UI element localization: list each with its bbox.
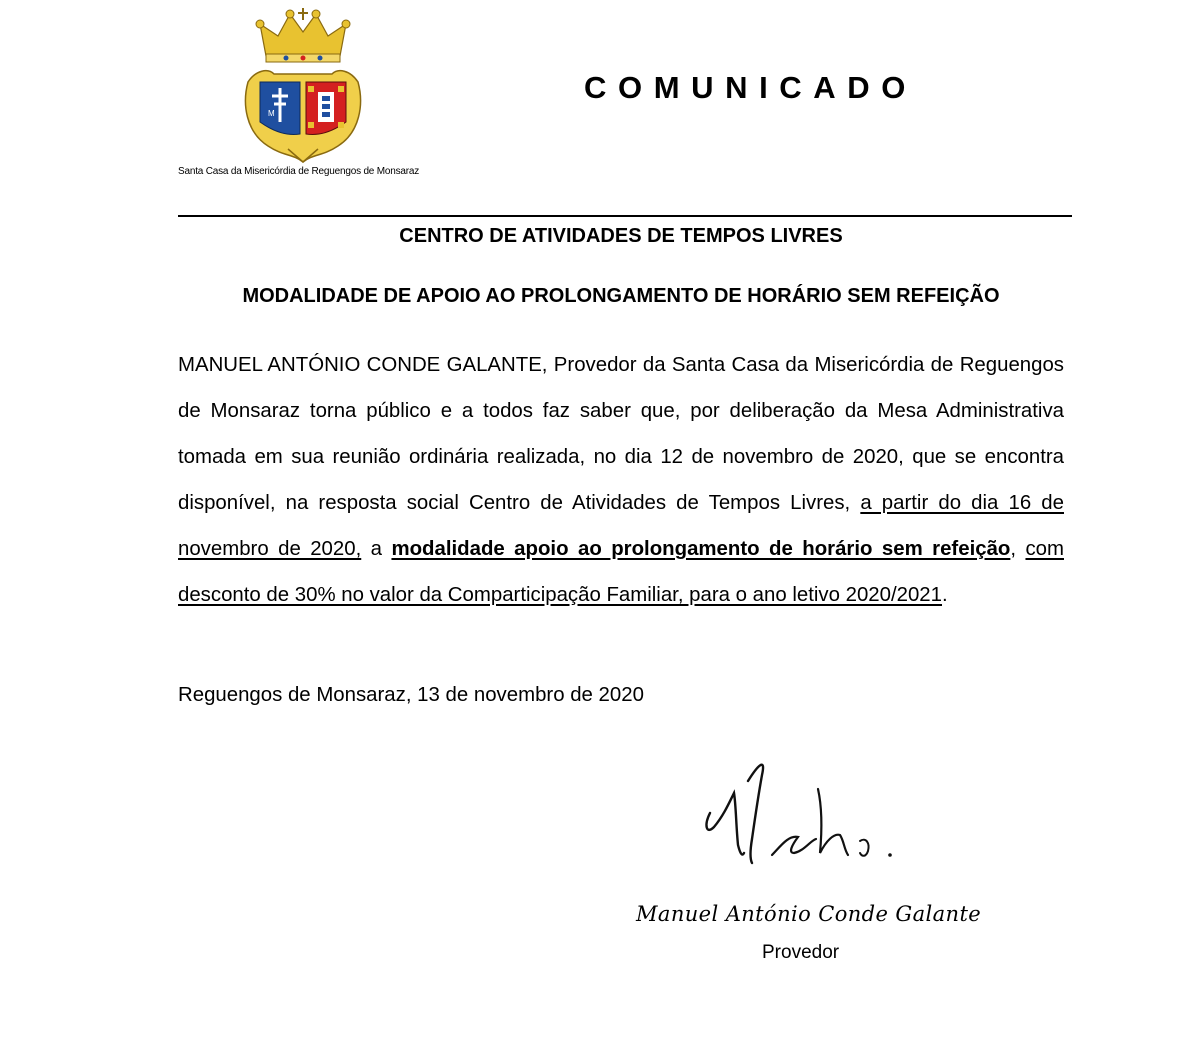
body-text-period: . (942, 584, 948, 606)
body-paragraph (178, 342, 1064, 618)
document-title: COMUNICADO (584, 70, 917, 105)
signatory-role: Provedor (762, 942, 840, 963)
signatory-name: Manuel António Conde Galante (636, 902, 982, 926)
logo (170, 4, 440, 184)
body-text-start-date: a partir do dia 16 de novembro de 2020, (178, 492, 1064, 560)
body-text-separator: , (1010, 538, 1026, 560)
heading-secondary: MODALIDADE DE APOIO AO PROLONGAMENTO DE HORÁRIO SEM REFEIÇÃO (242, 285, 1000, 307)
body-text-discount: com desconto de 30% no valor da Comparticipação Familiar, para o ano letivo 2020/2021 (178, 538, 1064, 606)
horizontal-divider (178, 215, 1072, 217)
logo-caption: Santa Casa da Misericórdia de Reguengos de Monsaraz (178, 166, 420, 177)
body-text-connector: a (361, 538, 392, 560)
handwritten-signature (680, 735, 925, 880)
svg-text:M: M (268, 109, 275, 118)
coat-of-arms-icon (238, 4, 368, 164)
heading-primary: CENTRO DE ATIVIDADES DE TEMPOS LIVRES (399, 225, 843, 247)
date-line: Reguengos de Monsaraz, 13 de novembro de 2020 (178, 684, 644, 706)
body-text-modality: modalidade apoio ao prolongamento de horário sem refeição (391, 538, 1011, 560)
body-text-intro: MANUEL ANTÓNIO CONDE GALANTE, Provedor da Santa Casa da Misericórdia de Reguengos de Monsaraz torna público e a todos faz saber que, por deliberação da Mesa Administrativa tomada em sua reunião ordinária realizada, no dia 12 de novembro de 2020, que se encontra disponível, na resposta social Centro de Atividades de Tempos Livres, (178, 354, 1064, 514)
